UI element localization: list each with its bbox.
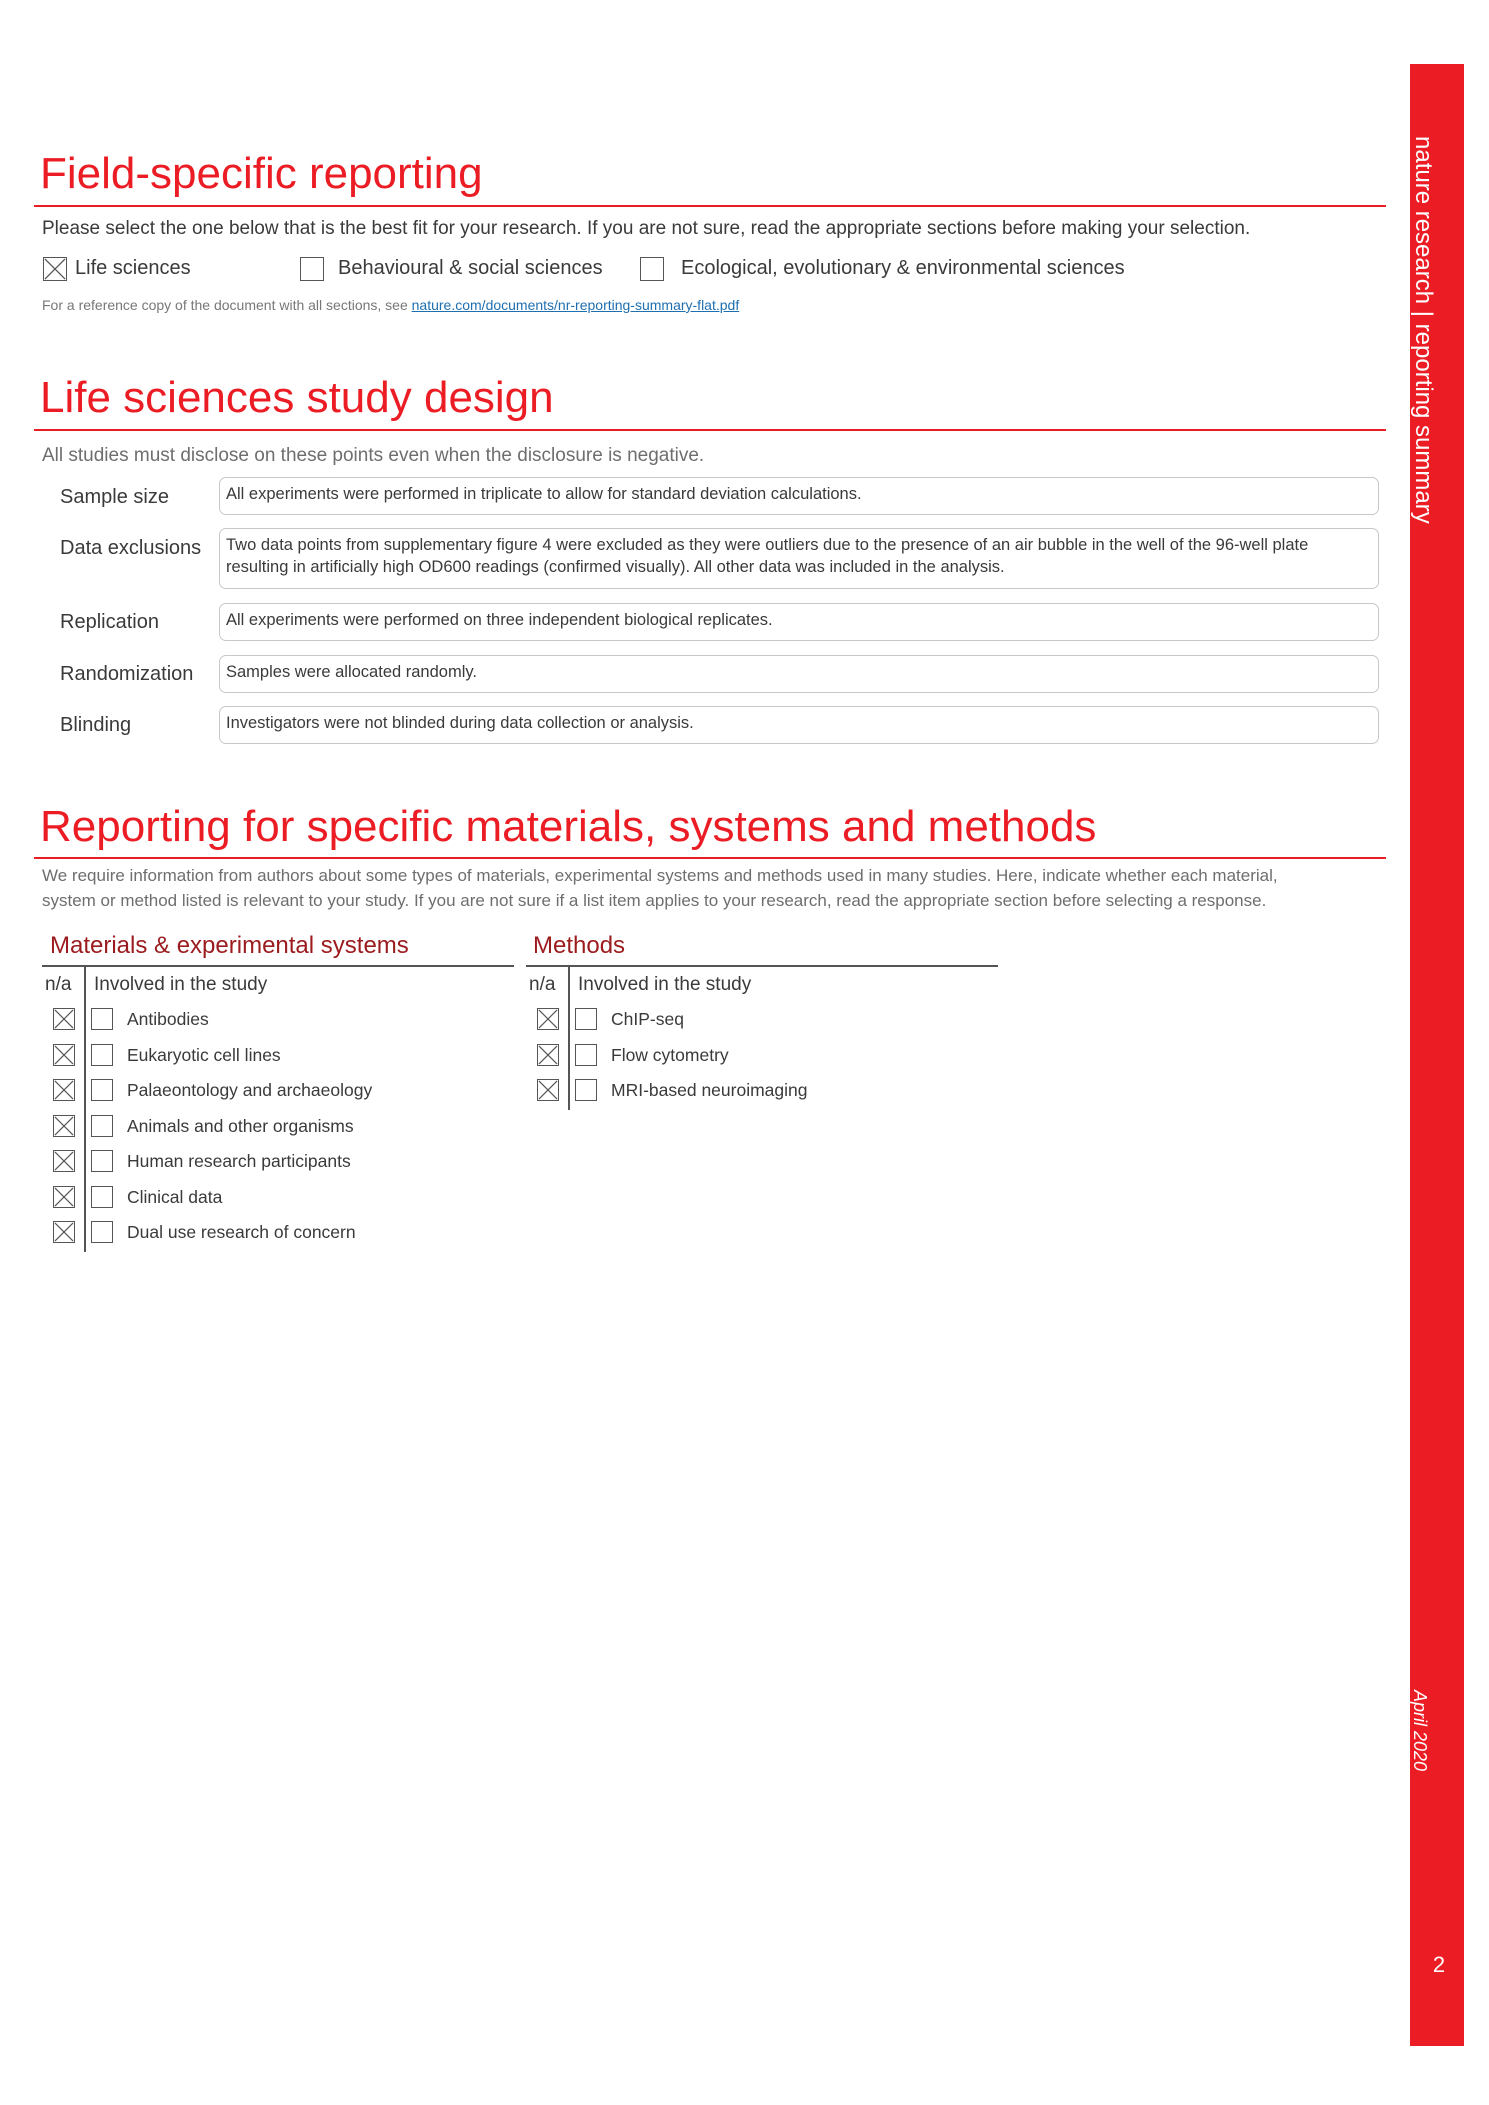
checklist-item-label: Dual use research of concern: [127, 1222, 356, 1242]
ecological-sciences-label: Ecological, evolutionary & environmental sciences: [681, 257, 1125, 279]
sidebar-date: April 2020: [1410, 1690, 1430, 1772]
heading-rule: [34, 857, 1386, 859]
randomization-field[interactable]: Samples were allocated randomly.: [219, 655, 1379, 693]
checklist-item-label: MRI-based neuroimaging: [611, 1080, 808, 1100]
data-exclusions-field[interactable]: Two data points from supplementary figure 4 were excluded as they were outliers due to the presence of an air bubble in the well of the 96-well plate resulting in artificially high OD600 readings (confirmed visually). All other data was included in the analysis.: [219, 528, 1379, 589]
check-x-icon: [54, 1080, 74, 1100]
heading-rule: [34, 205, 1386, 207]
methods-rule: [526, 965, 998, 967]
involved-checkbox[interactable]: [575, 1079, 597, 1101]
checklist-item-label: Antibodies: [127, 1009, 209, 1029]
checklist-item-label: Clinical data: [127, 1186, 223, 1207]
check-x-icon: [538, 1009, 558, 1029]
randomization-label: Randomization: [60, 663, 194, 685]
methods-column-divider: [568, 966, 570, 1110]
materials-heading: Reporting for specific materials, systems and methods: [40, 802, 1097, 851]
involved-checkbox[interactable]: [91, 1115, 113, 1137]
materials-involved-header: Involved in the study: [94, 974, 268, 995]
check-x-icon: [54, 1009, 74, 1029]
na-checkbox[interactable]: [53, 1221, 75, 1243]
check-x-icon: [54, 1222, 74, 1242]
data-exclusions-label: Data exclusions: [60, 537, 202, 559]
materials-intro-line2: system or method listed is relevant to your study. If you are not sure if a list item applies to your research, read the appropriate section before selecting a response.: [42, 891, 1267, 910]
involved-checkbox[interactable]: [575, 1044, 597, 1066]
reference-link[interactable]: nature.com/documents/nr-reporting-summary-flat.pdf: [411, 297, 740, 313]
na-checkbox[interactable]: [537, 1044, 559, 1066]
field-instruction: Please select the one below that is the best fit for your research. If you are not sure, read the appropriate sections before making your selection.: [42, 218, 1251, 239]
na-checkbox[interactable]: [53, 1150, 75, 1172]
replication-field[interactable]: All experiments were performed on three independent biological replicates.: [219, 603, 1379, 641]
methods-na-header: n/a: [529, 974, 556, 995]
check-x-icon: [54, 1116, 74, 1136]
ecological-sciences-checkbox[interactable]: [640, 257, 664, 281]
replication-label: Replication: [60, 611, 159, 633]
sample-size-label: Sample size: [60, 486, 169, 508]
page-number: 2: [1432, 1952, 1446, 1977]
involved-checkbox[interactable]: [575, 1008, 597, 1030]
involved-checkbox[interactable]: [91, 1044, 113, 1066]
study-design-heading: Life sciences study design: [40, 373, 554, 422]
checklist-item-label: Flow cytometry: [611, 1044, 729, 1065]
checklist-item-label: Eukaryotic cell lines: [127, 1044, 281, 1065]
involved-checkbox[interactable]: [91, 1221, 113, 1243]
sidebar-title: nature research | reporting summary: [1410, 136, 1437, 524]
na-checkbox[interactable]: [53, 1186, 75, 1208]
blinding-field[interactable]: Investigators were not blinded during data collection or analysis.: [219, 706, 1379, 744]
involved-checkbox[interactable]: [91, 1079, 113, 1101]
sample-size-field[interactable]: All experiments were performed in triplicate to allow for standard deviation calculations.: [219, 477, 1379, 515]
involved-checkbox[interactable]: [91, 1186, 113, 1208]
checklist-item-label: Palaeontology and archaeology: [127, 1080, 373, 1100]
involved-checkbox[interactable]: [91, 1008, 113, 1030]
checklist-item-label: Human research participants: [127, 1151, 351, 1171]
methods-involved-header: Involved in the study: [578, 974, 752, 995]
study-design-intro: All studies must disclose on these points even when the disclosure is negative.: [42, 445, 705, 466]
blinding-label: Blinding: [60, 714, 132, 736]
na-checkbox[interactable]: [53, 1044, 75, 1066]
heading-rule: [34, 429, 1386, 431]
materials-intro-line1: We require information from authors about some types of materials, experimental systems and methods used in many studies. Here, indicate whether each material,: [42, 866, 1278, 885]
materials-column-divider: [84, 966, 86, 1252]
life-sciences-label: Life sciences: [75, 257, 191, 279]
checklist-item-label: Animals and other organisms: [127, 1115, 354, 1136]
field-specific-heading: Field-specific reporting: [40, 149, 483, 198]
na-checkbox[interactable]: [53, 1079, 75, 1101]
life-sciences-checkbox[interactable]: [43, 257, 67, 281]
check-x-icon: [44, 258, 66, 280]
behavioural-sciences-checkbox[interactable]: [300, 257, 324, 281]
check-x-icon: [54, 1187, 74, 1207]
na-checkbox[interactable]: [53, 1115, 75, 1137]
check-x-icon: [54, 1045, 74, 1065]
materials-systems-rule: [42, 965, 514, 967]
methods-title: Methods: [533, 932, 626, 959]
materials-na-header: n/a: [45, 974, 72, 995]
check-x-icon: [538, 1045, 558, 1065]
check-x-icon: [54, 1151, 74, 1171]
materials-systems-title: Materials & experimental systems: [50, 932, 409, 959]
na-checkbox[interactable]: [537, 1079, 559, 1101]
check-x-icon: [538, 1080, 558, 1100]
na-checkbox[interactable]: [53, 1008, 75, 1030]
reference-note: [42, 297, 739, 313]
involved-checkbox[interactable]: [91, 1150, 113, 1172]
checklist-item-label: ChIP-seq: [611, 1009, 684, 1029]
behavioural-sciences-label: Behavioural & social sciences: [338, 257, 603, 279]
na-checkbox[interactable]: [537, 1008, 559, 1030]
reference-prefix: For a reference copy of the document with all sections, see: [42, 297, 412, 313]
